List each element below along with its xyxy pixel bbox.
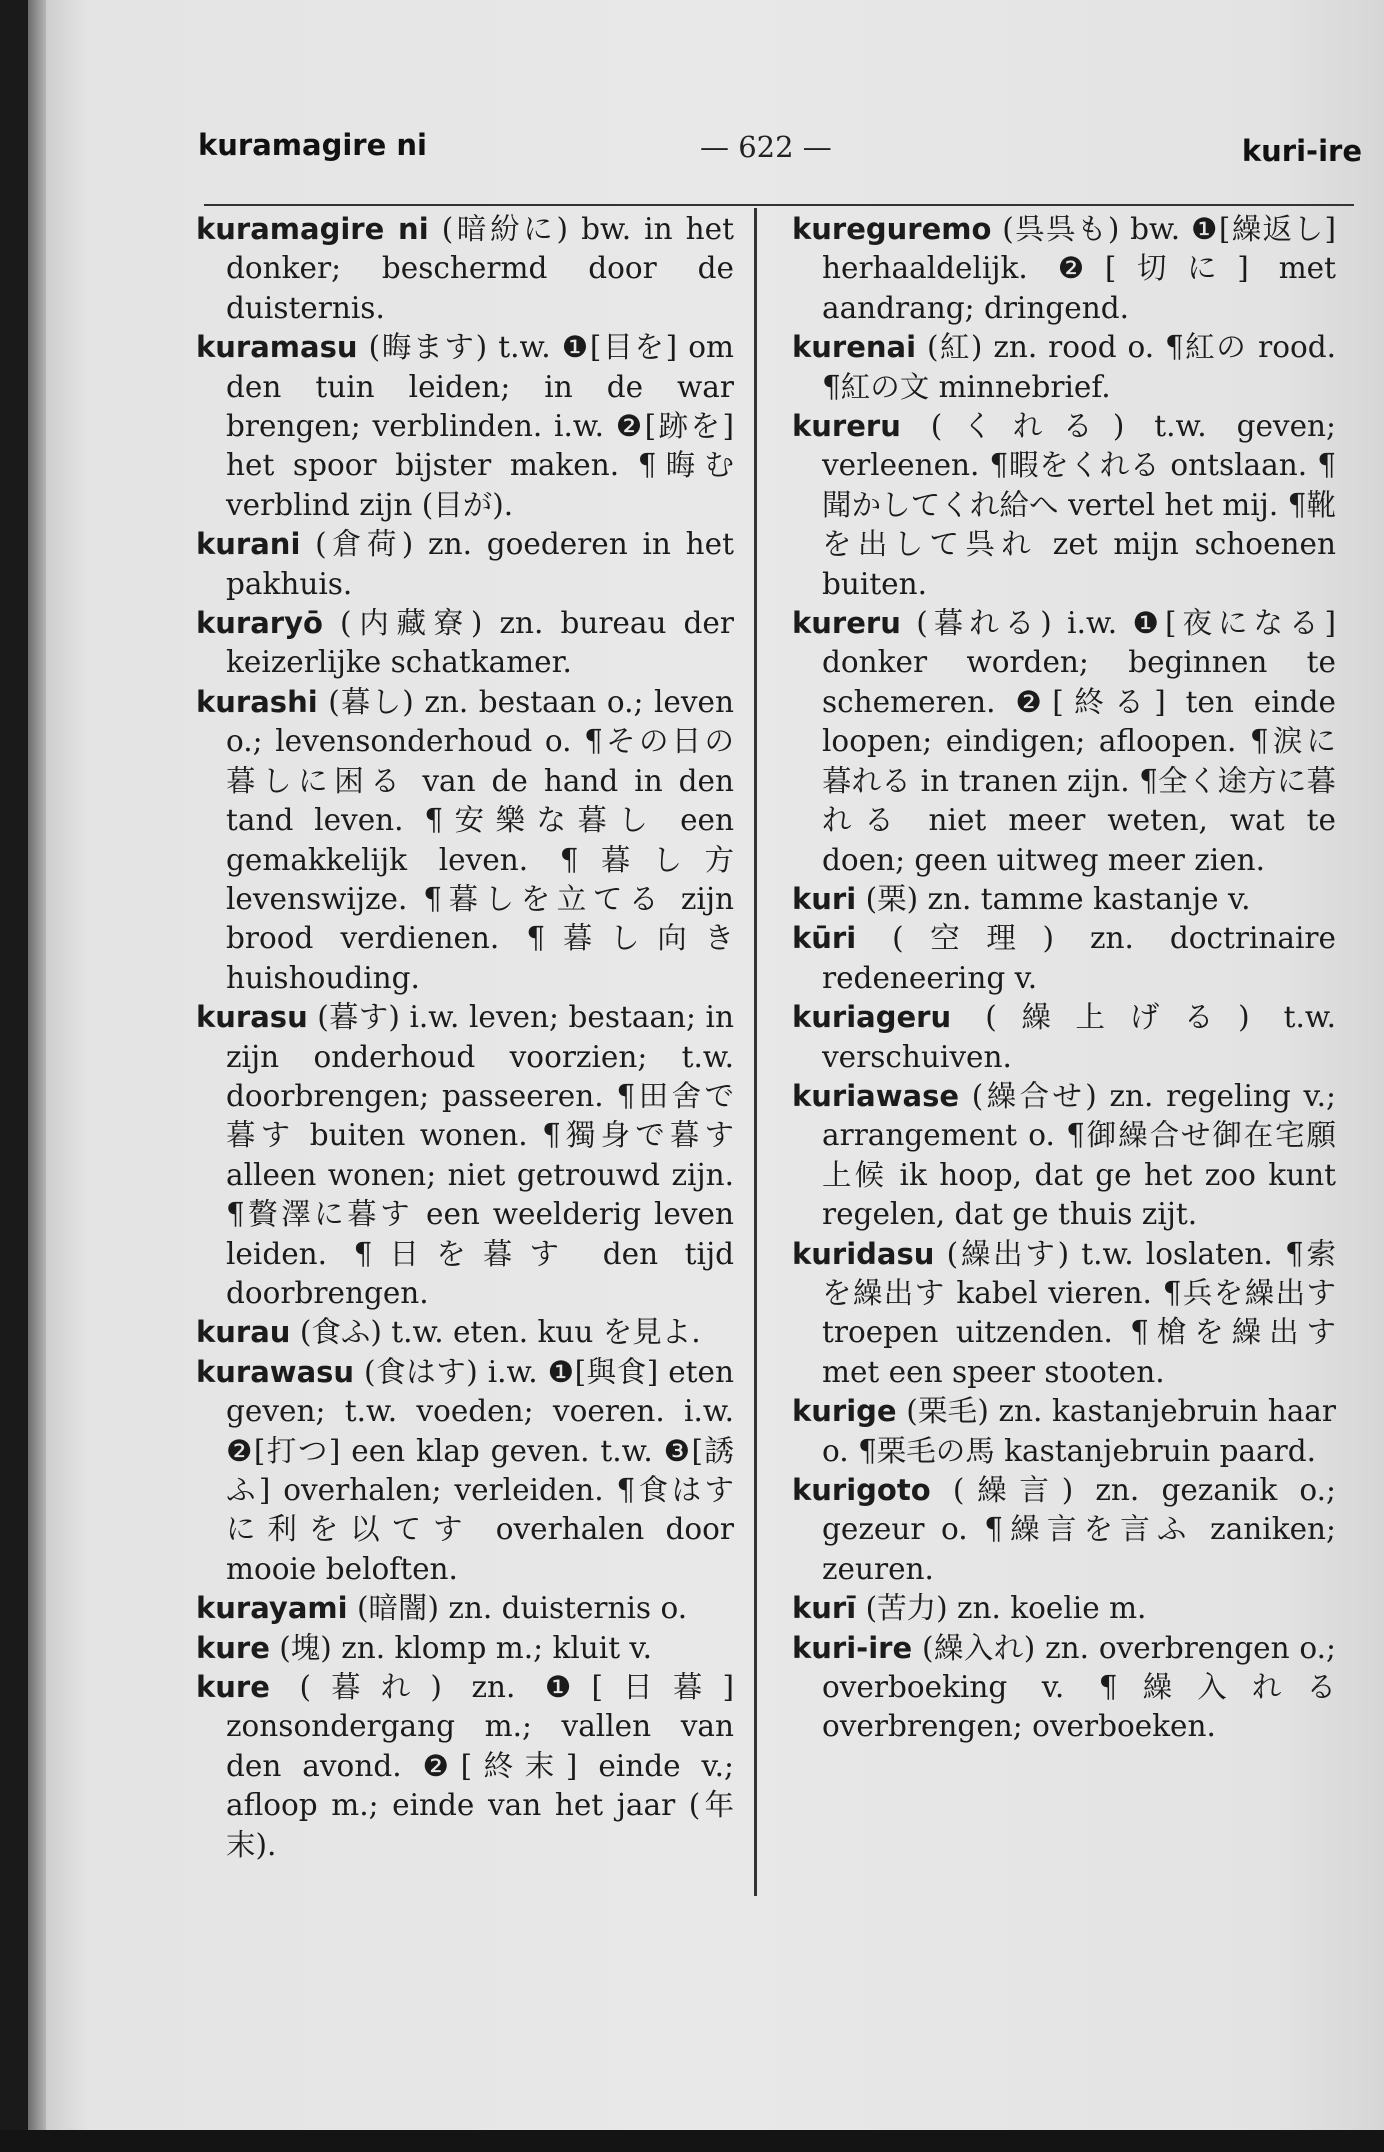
dictionary-entry <box>792 880 1336 919</box>
entry-definition: (繰出す) t.w. loslaten. ¶索を繰出す kabel vieren. ¶兵を繰出す troepen uitzenden. ¶槍を繰出す met een speer stooten. <box>822 1236 1336 1389</box>
dictionary-entry <box>196 683 734 998</box>
entry-definition: (暗闇) zn. duisternis o. <box>356 1591 688 1626</box>
dictionary-entry <box>792 1392 1336 1471</box>
entry-definition: (繰入れ) zn. overbrengen o.; overboeking v. ¶繰入れる overbrengen; overboeken. <box>822 1630 1336 1744</box>
entry-headword: kurige <box>792 1394 897 1429</box>
dictionary-entry <box>196 1629 734 1668</box>
entry-headword: kuramagire ni <box>196 212 429 246</box>
entry-headword: kuraryō <box>196 606 323 641</box>
dictionary-entry <box>196 1353 734 1589</box>
entry-headword: kuri <box>792 881 857 916</box>
entry-definition: (紅) zn. rood o. ¶紅の rood. ¶紅の文 minnebrief. <box>822 330 1336 404</box>
entry-definition: (暮す) i.w. leven; bestaan; in zijn onderhoud voorzien; t.w. doorbrengen; passeeren. ¶田舍で暮す buiten wonen. ¶獨身で暮す alleen wonen; niet getrouwd zijn. ¶贅澤に暮す een weelderig leven leiden. ¶日を暮す den tijd doorbrengen. <box>226 1000 734 1310</box>
dictionary-entry <box>196 525 734 604</box>
header-first-headword: kuramagire ni <box>198 128 427 162</box>
dictionary-entry <box>792 1077 1336 1235</box>
dictionary-entry <box>792 604 1336 880</box>
entry-definition: (暗紛に) bw. in het donker; beschermd door de duisternis. <box>226 212 734 325</box>
entry-definition: (食はす) i.w. ❶[與食] eten geven; t.w. voeden; voeren. i.w. ❷[打つ] een klap geven. t.w. ❸[誘ふ] overhalen; verleiden. ¶食はすに利を以てす overhalen door mooie beloften. <box>226 1354 734 1586</box>
dictionary-entry <box>196 328 734 525</box>
header-rule <box>204 204 1354 206</box>
entry-headword: kurani <box>196 527 301 562</box>
dictionary-entry <box>792 1589 1336 1628</box>
entry-headword: kuridasu <box>792 1236 935 1271</box>
left-column <box>196 210 734 1865</box>
dictionary-entry <box>792 210 1336 328</box>
right-column <box>792 210 1336 1747</box>
entry-definition: (繰言) zn. gezanik o.; gezeur o. ¶繰言を言ふ zaniken; zeuren. <box>822 1473 1336 1586</box>
entry-headword: kurashi <box>196 684 318 719</box>
dictionary-entry <box>792 1629 1336 1747</box>
entry-headword: kuri-ire <box>792 1630 913 1665</box>
entry-definition: (くれる) t.w. geven; verleenen. ¶暇をくれる ontslaan. ¶聞かしてくれ給へ vertel het mij. ¶靴を出して呉れ zet mijn schoenen buiten. <box>822 409 1336 601</box>
entry-headword: kuriageru <box>792 1000 952 1035</box>
entry-definition: (食ふ) t.w. eten. kuu を見よ. <box>299 1315 701 1350</box>
column-divider <box>754 208 757 1896</box>
entry-definition: (呉呉も) bw. ❶[繰返し] herhaaldelijk. ❷[切に] met aandrang; dringend. <box>822 212 1336 325</box>
entry-definition: (暮れる) i.w. ❶[夜になる] donker worden; beginnen te schemeren. ❷[終る] ten einde loopen; eindigen; afloopen. ¶涙に暮れる in tranen zijn. ¶全く途方に暮れる niet meer weten, wat te doen; geen uitweg meer zien. <box>822 606 1336 877</box>
dictionary-entry <box>792 407 1336 604</box>
entry-headword: kurigoto <box>792 1473 931 1507</box>
dictionary-entry <box>792 1471 1336 1589</box>
entry-definition: (苦力) zn. koelie m. <box>865 1591 1147 1626</box>
entry-definition: (空理) zn. doctrinaire redeneering v. <box>822 921 1336 995</box>
dictionary-entry <box>196 604 734 683</box>
entry-headword: kure <box>196 1630 270 1665</box>
entry-definition: (繰上げる) t.w. verschuiven. <box>822 1000 1336 1074</box>
page-number: — 622 — <box>700 130 832 164</box>
header-last-headword: kuri-ire <box>1241 134 1362 168</box>
entry-headword: kuriawase <box>792 1078 960 1113</box>
dictionary-entry <box>792 919 1336 998</box>
dictionary-entry <box>196 210 734 328</box>
entry-headword: kurau <box>196 1315 291 1350</box>
page-header <box>28 128 1384 172</box>
dictionary-entry <box>196 1589 734 1628</box>
entry-definition: (繰合せ) zn. regeling v.; arrangement o. ¶御繰合せ御在宅願上候 ik hoop, dat ge het zoo kunt regelen, dat ge thuis zijt. <box>822 1078 1336 1232</box>
entry-definition: (晦ます) t.w. ❶[目を] om den tuin leiden; in de war brengen; verblinden. i.w. ❷[跡を] het spoor bijster maken. ¶晦む verblind zijn (目が). <box>226 330 734 522</box>
entry-definition: (暮れ) zn. ❶[日暮] zonsondergang m.; vallen van den avond. ❷[終末] einde v.; afloop m.; einde van het jaar (年末). <box>226 1670 735 1862</box>
dictionary-entry <box>196 1668 734 1865</box>
entry-headword: kurasu <box>196 1000 308 1035</box>
entry-headword: kurenai <box>792 330 917 365</box>
page-bottom-edge <box>0 2130 1384 2152</box>
entry-headword: kurayami <box>196 1591 348 1626</box>
entry-definition: (倉荷) zn. goederen in het pakhuis. <box>226 527 734 601</box>
book-spine-shadow <box>28 0 46 2130</box>
dictionary-entry <box>792 1235 1336 1393</box>
dictionary-entry <box>792 998 1336 1077</box>
entry-headword: kūri <box>792 921 857 956</box>
entry-headword: kuramasu <box>196 330 358 365</box>
entry-definition: (暮し) zn. bestaan o.; leven o.; levensonderhoud o. ¶その日の暮しに困る van de hand in den tand leven. ¶安樂な暮し een gemakkelijk leven. ¶暮し方 levenswijze. ¶暮しを立てる zijn brood verdienen. ¶暮し向き huishouding. <box>226 684 734 995</box>
entry-headword: kureguremo <box>792 212 992 246</box>
dictionary-entry <box>792 328 1336 407</box>
entry-headword: kurawasu <box>196 1354 355 1389</box>
dictionary-entry <box>196 1313 734 1352</box>
entry-headword: kurī <box>792 1591 857 1626</box>
entry-headword: kureru <box>792 606 901 641</box>
dictionary-page <box>28 0 1384 2130</box>
entry-definition: (栗) zn. tamme kastanje v. <box>865 881 1251 916</box>
entry-definition: (栗毛) zn. kastanjebruin haar o. ¶栗毛の馬 kastanjebruin paard. <box>822 1394 1336 1468</box>
dictionary-entry <box>196 998 734 1313</box>
entry-headword: kure <box>196 1670 270 1705</box>
entry-definition: (塊) zn. klomp m.; kluit v. <box>279 1630 652 1665</box>
entry-definition: (内藏寮) zn. bureau der keizerlijke schatkamer. <box>226 606 734 680</box>
entry-headword: kureru <box>792 409 901 444</box>
